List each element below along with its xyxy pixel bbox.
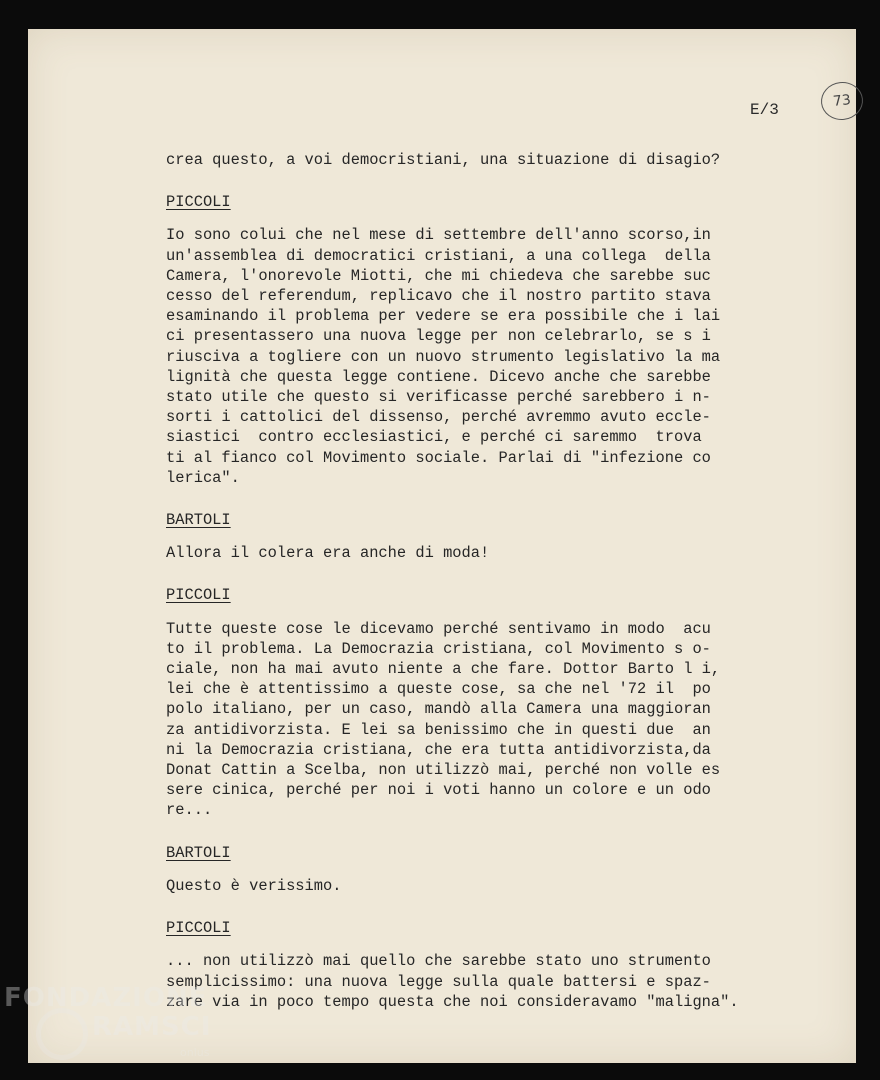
watermark-line2: RAMSCI [92,1012,212,1042]
text-line: ni la Democrazia cristiana, che era tutta antidivorzista,da [166,740,711,759]
text-line: lignità che questa legge contiene. Dicevo anche che sarebbe [166,367,711,386]
text-line: crea questo, a voi democristiani, una situazione di disagio? [166,151,721,169]
text-line: lei che è attentissimo a queste cose, sa che nel '72 il po [166,680,711,699]
text-line: ... non utilizzò mai quello che sarebbe stato uno strumento [166,952,711,971]
archive-stamp-number: 73 [832,92,852,110]
text-line: ti al fianco col Movimento sociale. Parlai di "infezione co [166,448,711,467]
watermark-line1: FONDAZIONE [4,983,208,1013]
text-line: za antidivorzista. E lei sa benissimo che in questi due an [166,720,711,739]
speaker-label: PICCOLI [166,193,231,212]
text-line: semplicissimo: una nuova legge sulla quale battersi e spaz- [166,972,711,991]
paragraph [166,543,786,563]
text-line: Allora il colera era anche di moda! [166,544,490,563]
text-line: Tutte queste cose le dicevamo perché sentivamo in modo acu [166,619,711,638]
speaker-label: BARTOLI [166,843,231,862]
text-line: Io sono colui che nel mese di settembre dell'anno scorso,in [166,226,711,245]
text-line: lerica". [166,468,240,487]
watermark-g-logo [36,1008,88,1060]
speaker-label: PICCOLI [166,919,231,938]
text-line: ciale, non ha mai avuto niente a che fare. Dottor Barto l i, [166,660,721,679]
paragraph [166,150,786,170]
text-line: Camera, l'onorevole Miotti, che mi chiedeva che sarebbe suc [166,266,711,285]
text-line: Questo è verissimo. [166,876,342,895]
text-line: re... [166,801,213,820]
watermark-suffix: onlus [180,1046,210,1059]
text-line: to il problema. La Democrazia cristiana, col Movimento s o- [166,639,711,658]
text-line: un'assemblea di democratici cristiani, a una collega della [166,246,711,265]
paragraph [166,619,786,821]
text-line: sorti i cattolici del dissenso, perché avremmo avuto eccle- [166,408,711,427]
text-line: riusciva a togliere con un nuovo strumento legislativo la ma [166,347,721,366]
page-reference: E/3 [750,101,779,119]
text-line: ci presentassero una nuova legge per non celebrarlo, se s i [166,327,711,346]
speaker-label: PICCOLI [166,586,231,605]
text-line: siastici contro ecclesiastici, e perché ci saremmo trova [166,428,702,447]
text-line: polo italiano, per un caso, mandò alla Camera una maggioran [166,700,711,719]
text-line: zare via in poco tempo questa che noi consideravamo "maligna". [166,992,739,1011]
speaker-label: BARTOLI [166,511,231,530]
text-line: Donat Cattin a Scelba, non utilizzò mai, perché non volle es [166,761,721,780]
text-line: sere cinica, perché per noi i voti hanno un colore e un odo [166,781,711,800]
archive-stamp [819,80,865,122]
transcript-body [166,150,786,1012]
text-line: stato utile che questo si verificasse perché sarebbero i n- [166,388,711,407]
text-line: cesso del referendum, replicavo che il nostro partito stava [166,287,711,306]
paragraph [166,951,786,1012]
paragraph [166,225,786,488]
paragraph [166,876,786,896]
text-line: esaminando il problema per vedere se era possibile che i lai [166,307,721,326]
